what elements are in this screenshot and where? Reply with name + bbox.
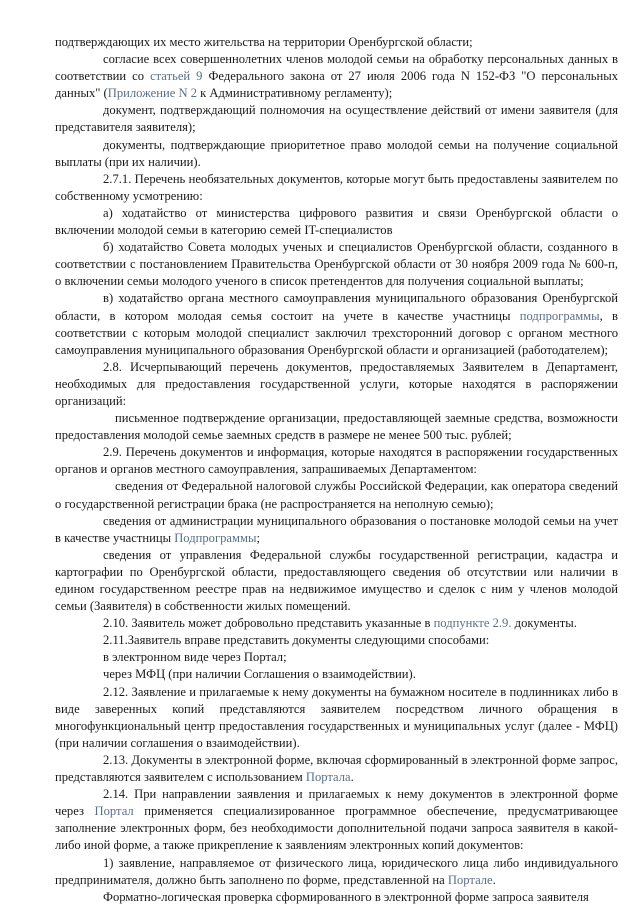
paragraph-p16	[55, 632, 618, 649]
paragraph-p7	[55, 239, 618, 290]
paragraph-text: в) ходатайство органа местного самоуправления муниципального образования Оренбургской области, в котором молодая семья состоит на учете в качестве участницы	[55, 291, 618, 323]
paragraph-text: .	[350, 770, 354, 785]
paragraph-text: ;	[256, 530, 260, 545]
document-link[interactable]: Портала	[305, 770, 351, 785]
paragraph-p12	[55, 478, 618, 512]
document-link[interactable]: Подпрограммы	[174, 530, 257, 545]
paragraph-p6	[55, 205, 618, 239]
paragraph-p23	[55, 889, 618, 906]
paragraph-p10	[55, 410, 618, 444]
paragraph-p19	[55, 684, 618, 752]
document-link[interactable]: подпункте 2.9.	[433, 616, 512, 631]
paragraph-text: а) ходатайство от министерства цифрового развития и связи Оренбургской области о включении молодой семьи в категорию семей IT-специалистов	[55, 205, 618, 238]
paragraph-p13	[55, 513, 618, 547]
paragraph-text: документы.	[511, 616, 577, 631]
paragraph-p9	[55, 359, 618, 410]
paragraph-p4	[55, 137, 618, 171]
paragraph-p20	[55, 752, 618, 786]
paragraph-text: 2.8. Исчерпывающий перечень документов, предоставляемых Заявителем в Департамент, необходимых для предоставления государственной услуги, которые находятся в распоряжении организаций:	[55, 359, 618, 408]
paragraph-text: применяется специализированное программное обеспечение, предусматривающее заполнение электронных форм, без необходимости дополнительной подачи запроса заявителя в какой-либо иной форме, а также прикрепление к заявлениям электронных копий документов:	[55, 804, 618, 853]
paragraph-text: 1) заявление, направляемое от физического лица, юридического лица либо индивидуального предпринимателя, должно быть заполнено по форме, представленной на	[55, 855, 618, 887]
paragraph-text: сведения от управления Федеральной службы государственной регистрации, кадастра и картографии по Оренбургской области, предоставляющего сведения об отсутствии или наличии в едином государственном реестре прав на недвижимое имущество и сделок с ним у членов молодой семьи (Заявителя) в собственности жилых помещений.	[55, 547, 618, 614]
paragraph-text: документы, подтверждающие приоритетное право молодой семьи на получение социальной выплаты (при их наличии).	[55, 137, 618, 169]
paragraph-p18	[55, 666, 618, 683]
paragraph-p17	[55, 649, 618, 666]
paragraph-text: .	[492, 872, 496, 887]
paragraph-p15	[55, 615, 618, 632]
paragraph-p22	[55, 855, 618, 889]
paragraph-text: 2.7.1. Перечень необязательных документов, которые могут быть предоставлены заявителем по собственному усмотрению:	[55, 171, 618, 203]
paragraph-p2	[55, 51, 618, 102]
document-link[interactable]: Портале	[447, 872, 493, 887]
paragraph-text: 2.10. Заявитель может добровольно представить указанные в	[103, 616, 434, 631]
paragraph-text: 2.12. Заявление и прилагаемые к нему документы на бумажном носителе в подлинниках либо в виде заверенных копий представляются заявителем посредством личного обращения в многофункциональный центр предоставления государственных и муниципальных услуг (далее - МФЦ) (при наличии соглашения о взаимодействии).	[55, 684, 618, 750]
document-body	[55, 34, 618, 906]
paragraph-text: в электронном виде через Портал;	[103, 650, 287, 665]
paragraph-p8	[55, 290, 618, 358]
paragraph-text: через МФЦ (при наличии Соглашения о взаимодействии).	[103, 667, 416, 682]
document-link[interactable]: Портал	[94, 804, 134, 819]
paragraph-text: 2.14. При направлении заявления и прилагаемых к нему документов в электронной форме через	[55, 787, 618, 819]
paragraph-p11	[55, 444, 618, 478]
paragraph-text: сведения от Федеральной налоговой службы Российской Федерации, как оператора сведений о государственной регистрации брака (не распространяется на неполную семью);	[55, 479, 618, 511]
paragraph-p5	[55, 171, 618, 205]
paragraph-text: согласие всех совершеннолетних членов молодой семьи на обработку персональных данных в соответствии со	[55, 52, 618, 84]
paragraph-text: подтверждающих их место жительства на территории Оренбургской области;	[55, 35, 473, 49]
paragraph-text: , в соответствии с которым молодой специалист заключил трехсторонний договор с органом местного самоуправления муниципального образования Оренбургской области и организацией (работодателем);	[55, 308, 618, 357]
paragraph-p14	[55, 547, 618, 615]
paragraph-text: 2.9. Перечень документов и информация, которые находятся в распоряжении государственных органов и органов местного самоуправления, запрашиваемых Департаментом:	[55, 445, 618, 477]
paragraph-p1	[55, 34, 618, 51]
paragraph-text: документ, подтверждающий полномочия на осуществление действий от имени заявителя (для представителя заявителя);	[55, 103, 618, 135]
paragraph-p21	[55, 786, 618, 854]
document-link[interactable]: статьей 9	[150, 69, 203, 84]
document-link[interactable]: подпрограммы	[519, 308, 600, 323]
paragraph-text: к Административному регламенту);	[197, 86, 393, 101]
paragraph-text: б) ходатайство Совета молодых ученых и специалистов Оренбургской области, созданного в соответствии с постановлением Правительства Оренбургской области от 30 ноября 2009 года № 600-п, о включении семьи молодого ученого в список претендентов для получения социальной выплаты;	[55, 240, 618, 289]
paragraph-text: 2.13. Документы в электронной форме, включая сформированный в электронной форме запрос, представляются заявителем с использованием	[55, 752, 618, 785]
paragraph-p3	[55, 102, 618, 136]
paragraph-text: 2.11.Заявитель вправе представить документы следующими способами:	[103, 633, 490, 648]
paragraph-text: сведения от администрации муниципального образования о постановке молодой семьи на учет в качестве участницы	[55, 513, 618, 545]
paragraph-text: Форматно-логическая проверка сформированного в электронной форме запроса заявителя	[103, 889, 589, 904]
paragraph-text: Федерального закона от 27 июля 2006 года N 152-ФЗ "О персональных данных" (	[55, 69, 618, 101]
paragraph-text: письменное подтверждение организации, предоставляющей заемные средства, возможности предоставления молодой семье заемных средств в размере не менее 500 тыс. рублей;	[55, 411, 618, 443]
document-link[interactable]: Приложение N 2	[107, 86, 198, 101]
